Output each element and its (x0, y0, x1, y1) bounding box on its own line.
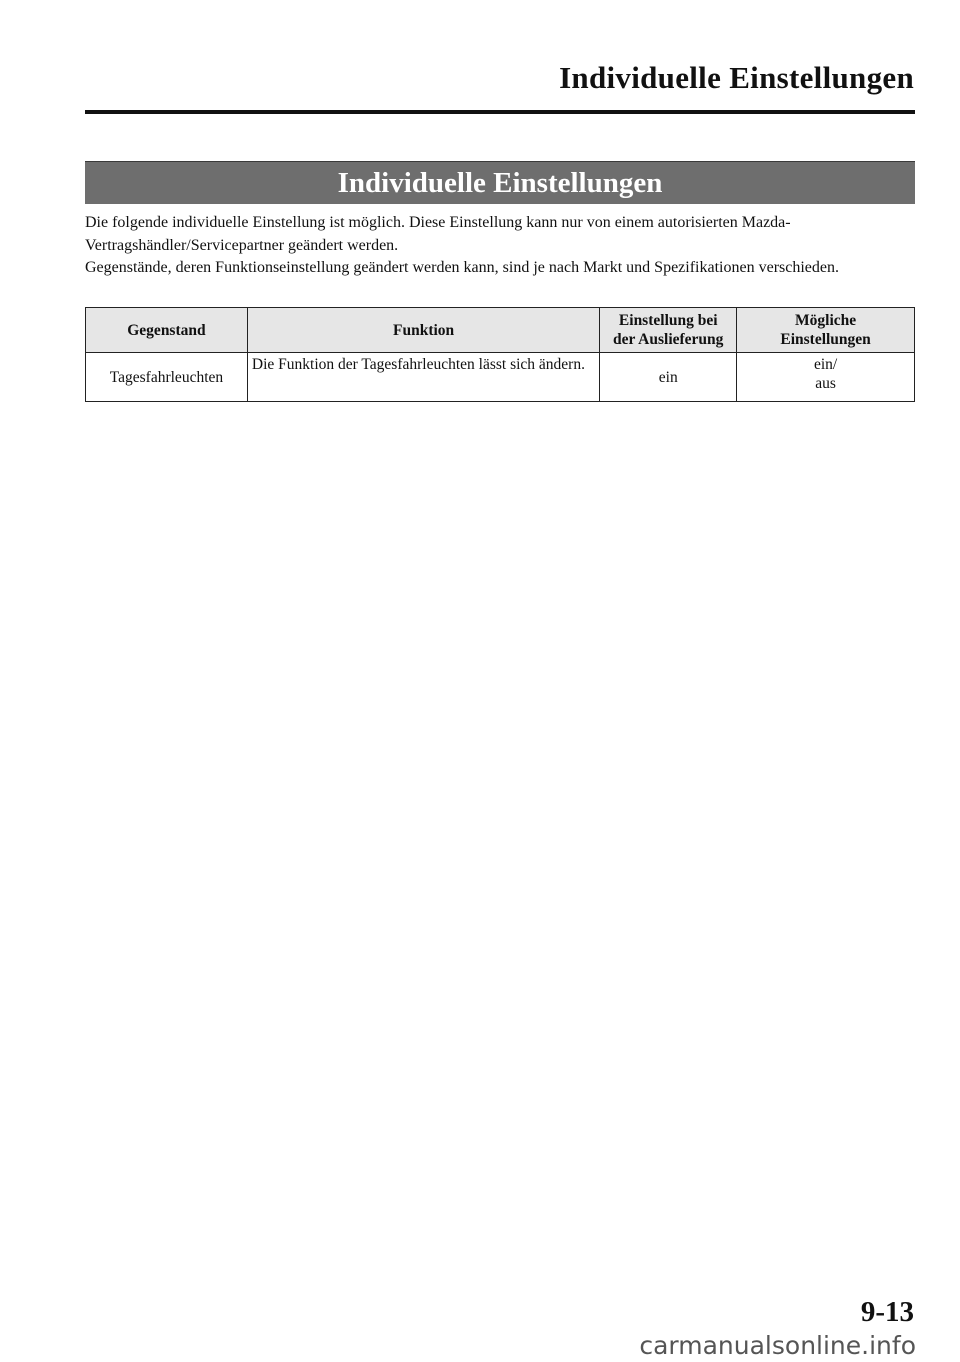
header-rule (85, 110, 915, 114)
watermark: carmanualsonline.info (639, 1331, 916, 1360)
header-options (737, 308, 915, 353)
cell-function: Die Funktion der Tagesfahrleuchten lässt sich ändern. (247, 353, 599, 402)
section-title: Individuelle Einstellungen (337, 166, 663, 199)
header-item: Gegenstand (86, 308, 248, 353)
cell-options (737, 353, 915, 402)
settings-table (85, 307, 915, 402)
table-row (86, 353, 915, 402)
header-options-line2: Einstellungen (780, 331, 871, 348)
intro-text (85, 212, 915, 280)
cell-options-line1: ein/ (813, 356, 838, 373)
header-default-line2: der Auslieferung (613, 331, 724, 348)
header-function: Funktion (247, 308, 599, 353)
cell-options-line2: aus (815, 375, 836, 392)
intro-paragraph-1: Die folgende individuelle Einstellung ist möglich. Diese Einstellung kann nur von einem autorisierten Mazda-Vertragshändler/Servicepartner geändert werden. (85, 214, 791, 254)
section-title-banner (85, 161, 915, 204)
cell-item: Tagesfahrleuchten (86, 353, 248, 402)
intro-paragraph-2: Gegenstände, deren Funktionseinstellung geändert werden kann, sind je nach Markt und Spezifikationen verschieden. (85, 259, 839, 276)
header-default-line1: Einstellung bei (618, 312, 718, 329)
running-header: Individuelle Einstellungen (559, 60, 914, 95)
table-header-row (86, 308, 915, 353)
header-options-line1: Mögliche (795, 312, 857, 329)
header-default (600, 308, 737, 353)
page-number: 9-13 (860, 1296, 914, 1328)
cell-default: ein (600, 353, 737, 402)
